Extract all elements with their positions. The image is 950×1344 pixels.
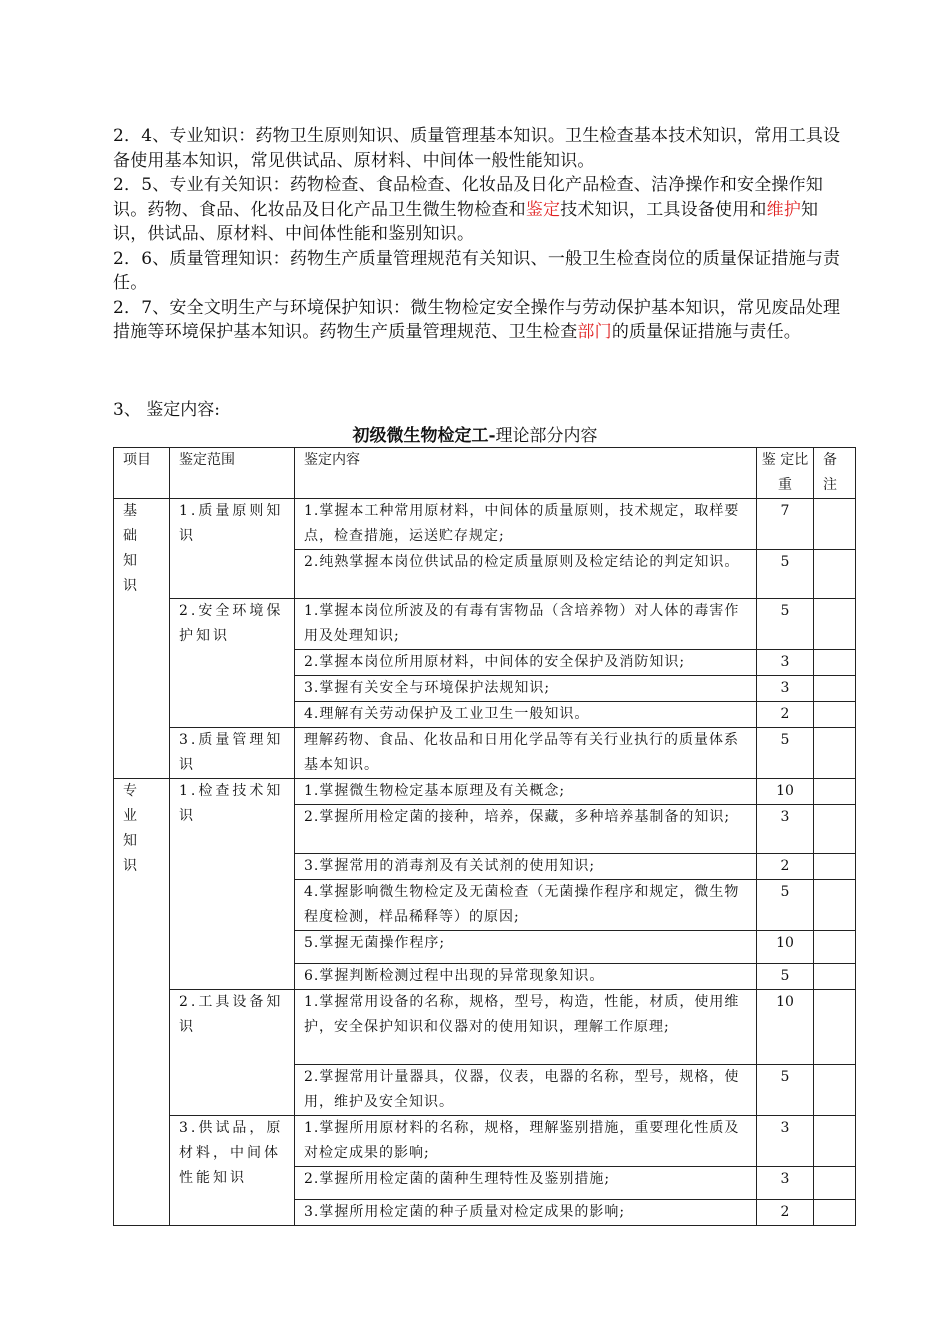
table-row	[114, 499, 856, 550]
table-row	[114, 1116, 856, 1167]
weight-cell: 7	[757, 499, 814, 550]
note-cell	[814, 599, 856, 650]
content-cell: 2.掌握所用检定菌的接种，培养，保藏，多种培养基制备的知识;	[295, 805, 757, 854]
table-title	[0, 424, 950, 448]
range-cell: 3.质量管理知识	[170, 728, 295, 779]
note-cell	[814, 964, 856, 990]
note-cell	[814, 702, 856, 728]
header-weight: 鉴 定比重	[757, 448, 814, 499]
highlighted-text: 维护	[766, 199, 802, 220]
range-cell: 1.质量原则知识	[170, 499, 295, 599]
content-table	[113, 447, 856, 1226]
table-header-row	[114, 448, 856, 499]
note-cell	[814, 990, 856, 1065]
weight-cell: 2	[757, 1200, 814, 1226]
weight-cell: 3	[757, 1167, 814, 1200]
weight-cell: 5	[757, 550, 814, 599]
paragraph-text: 的质量保证措施与责任。	[611, 322, 802, 342]
note-cell	[814, 1116, 856, 1167]
content-cell: 1.掌握本岗位所波及的有毒有害物品（含培养物）对人体的毒害作用及处理知识;	[295, 599, 757, 650]
paragraph	[113, 124, 843, 173]
paragraph-text: 2．4、专业知识：药物卫生原则知识、质量管理基本知识。卫生检查基本技术知识，常用工具设备使用基本知识，常见供试品、原材料、中间体一般性能知识。	[113, 126, 841, 171]
content-cell: 2.纯熟掌握本岗位供试品的检定质量原则及检定结论的判定知识。	[295, 550, 757, 599]
content-cell: 理解药物、食品、化妆品和日用化学品等有关行业执行的质量体系基本知识。	[295, 728, 757, 779]
weight-cell: 3	[757, 650, 814, 676]
content-cell: 3.掌握所用检定菌的种子质量对检定成果的影响;	[295, 1200, 757, 1226]
note-cell	[814, 779, 856, 805]
header-content: 鉴定内容	[295, 448, 757, 499]
weight-cell: 10	[757, 931, 814, 964]
range-cell: 3.供试品，原材料，中间体性能知识	[170, 1116, 295, 1226]
note-cell	[814, 931, 856, 964]
content-cell: 6.掌握判断检测过程中出现的异常现象知识。	[295, 964, 757, 990]
note-cell	[814, 499, 856, 550]
content-cell: 2.掌握常用计量器具，仪器，仪表，电器的名称，型号，规格，使用，维护及安全知识。	[295, 1065, 757, 1116]
note-cell	[814, 854, 856, 880]
note-cell	[814, 880, 856, 931]
table-row	[114, 599, 856, 650]
note-cell	[814, 1200, 856, 1226]
content-cell: 3.掌握有关安全与环境保护法规知识;	[295, 676, 757, 702]
table-title-normal: 理论部分内容	[495, 426, 598, 446]
content-cell: 4.理解有关劳动保护及工业卫生一般知识。	[295, 702, 757, 728]
weight-cell: 2	[757, 854, 814, 880]
note-cell	[814, 1167, 856, 1200]
highlighted-text: 鉴定	[525, 199, 561, 220]
paragraph	[113, 296, 843, 345]
highlighted-text: 部门	[577, 322, 612, 342]
weight-cell: 2	[757, 702, 814, 728]
note-cell	[814, 650, 856, 676]
weight-cell: 10	[757, 990, 814, 1065]
paragraph-list	[113, 124, 843, 345]
content-cell: 4.掌握影响微生物检定及无菌检查（无菌操作程序和规定，微生物程度检测，样品稀释等）的原因;	[295, 880, 757, 931]
item-cell: 专业知识	[114, 779, 170, 1226]
weight-cell: 5	[757, 964, 814, 990]
range-cell: 2.安全环境保护知识	[170, 599, 295, 728]
paragraph-text: 2．5、专业有关知识：药物检查、食品检查、化妆品及日化产品检查、洁净操作和安全操作知识。药物、食品、化妆品及日化产品卫生微生物检查和	[113, 175, 824, 220]
content-cell: 1.掌握本工种常用原材料，中间体的质量原则，技术规定，取样要点，检查措施，运送贮存规定;	[295, 499, 757, 550]
content-cell: 2.掌握本岗位所用原材料，中间体的安全保护及消防知识;	[295, 650, 757, 676]
content-cell: 1.掌握所用原材料的名称，规格，理解鉴别措施，重要理化性质及对检定成果的影响;	[295, 1116, 757, 1167]
content-cell: 3.掌握常用的消毒剂及有关试剂的使用知识;	[295, 854, 757, 880]
content-cell: 1.掌握常用设备的名称，规格，型号，构造，性能，材质，使用维护，安全保护知识和仪器对的使用知识，理解工作原理;	[295, 990, 757, 1065]
weight-cell: 10	[757, 779, 814, 805]
header-range: 鉴定范围	[170, 448, 295, 499]
table-row	[114, 779, 856, 805]
weight-cell: 3	[757, 805, 814, 854]
weight-cell: 5	[757, 728, 814, 779]
section-heading: 3、 鉴定内容:	[113, 400, 220, 420]
range-cell: 2.工具设备知识	[170, 990, 295, 1116]
item-cell: 基础知识	[114, 499, 170, 779]
header-item: 项目	[114, 448, 170, 499]
note-cell	[814, 805, 856, 854]
weight-cell: 3	[757, 676, 814, 702]
note-cell	[814, 728, 856, 779]
table-title-bold: 初级微生物检定工-	[352, 426, 496, 446]
weight-cell: 5	[757, 599, 814, 650]
paragraph-text: 知识，供试品、原材料、中间体性能和鉴别知识。	[113, 199, 819, 244]
header-note: 备注	[814, 448, 856, 499]
note-cell	[814, 1065, 856, 1116]
note-cell	[814, 550, 856, 599]
paragraph	[113, 173, 843, 247]
paragraph-text: 2．7、安全文明生产与环境保护知识：微生物检定安全操作与劳动保护基本知识，常见废品处理措施等环境保护基本知识。药物生产质量管理规范、卫生检查	[113, 297, 841, 342]
weight-cell: 3	[757, 1116, 814, 1167]
table-row	[114, 990, 856, 1065]
paragraph-text: 2．6、质量管理知识：药物生产质量管理规范有关知识、一般卫生检查岗位的质量保证措施与责任。	[113, 248, 841, 293]
content-cell: 1.掌握微生物检定基本原理及有关概念;	[295, 779, 757, 805]
note-cell	[814, 676, 856, 702]
paragraph	[113, 247, 843, 296]
weight-cell: 5	[757, 880, 814, 931]
weight-cell: 5	[757, 1065, 814, 1116]
table-body	[114, 499, 856, 1226]
content-cell: 2.掌握所用检定菌的菌种生理特性及鉴别措施;	[295, 1167, 757, 1200]
content-cell: 5.掌握无菌操作程序;	[295, 931, 757, 964]
paragraph-text: 技术知识，工具设备使用和	[560, 199, 767, 220]
table-row	[114, 728, 856, 779]
range-cell: 1.检查技术知识	[170, 779, 295, 990]
